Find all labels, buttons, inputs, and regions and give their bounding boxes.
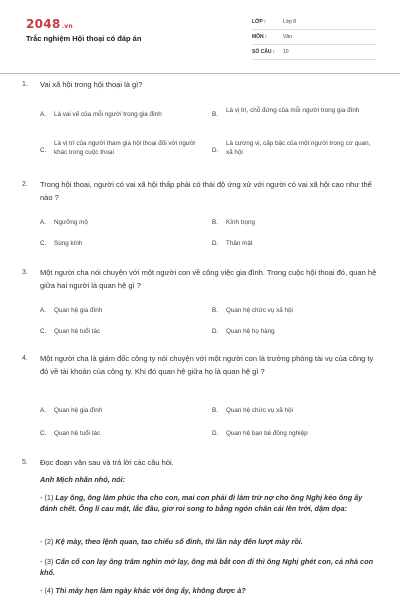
option-text: Quan hệ tuổi tác — [54, 430, 101, 437]
question-text: Đọc đoạn văn sau và trả lời các câu hỏi. — [40, 458, 174, 467]
option-letter: D. — [212, 328, 219, 335]
question-text: Một người cha nói chuyện với một người con về công việc gia đình. Trong cuộc hội thoại đó, quan hệ giữa hai người là quan hệ gì ? — [40, 268, 377, 290]
page-header — [0, 0, 400, 68]
meta-value: 10 — [283, 49, 289, 55]
line-text: Cấn cố con lạy ông trăm nghìn mớ lạy, ông mà bắt con đi thì ông Nghị ghét con, cả nhà con khổ. — [40, 557, 374, 577]
meta-value: Văn — [283, 34, 292, 40]
option-letter: D. — [212, 240, 219, 247]
line-number: - (1) — [40, 493, 54, 502]
passage-line-4 — [40, 585, 378, 596]
option-text: Quan hệ chức vụ xã hội — [226, 307, 293, 314]
option-text: Là vị trí, chỗ đứng của mỗi người trong gia đình — [226, 107, 360, 114]
question-text: Một người cha là giám đốc công ty nói chuyện với một người con là trưởng phòng tài vụ của công ty đó về tài khoản của công ty. Khi đó quan hệ giữa họ là quan hệ gì ? — [40, 354, 374, 376]
question-number: 1. — [22, 81, 28, 88]
option-letter: B. — [212, 307, 218, 314]
option-text: Quan hệ gia đình — [54, 307, 103, 314]
option-letter: C. — [40, 430, 47, 437]
meta-key: SỐ CÂU : — [252, 49, 275, 55]
line-text: Lạy ông, ông làm phúc tha cho con, mai con phải đi làm trừ nợ cho ông Nghị kẻo ông ấy đánh chết. Ông lí cau mặt, lắc đầu, giơ roi song to bằng ngón chân cái lên trời, dậm dọa: — [40, 493, 363, 513]
option-letter: B. — [212, 219, 218, 226]
meta-value: Lớp 8 — [283, 19, 297, 25]
option-text: Quan hệ gia đình — [54, 407, 103, 414]
option-text: Thân mật — [226, 240, 253, 247]
question-number: 5. — [22, 459, 28, 466]
option-letter: C. — [40, 328, 47, 335]
passage-line-2 — [40, 536, 378, 547]
option-text: Quan hệ tuổi tác — [54, 328, 101, 335]
line-number: - (4) — [40, 586, 54, 595]
passage-speaker: Anh Mịch nhăn nhó, nói: — [40, 475, 126, 484]
site-logo[interactable] — [26, 17, 73, 31]
option-letter: D. — [212, 147, 219, 154]
option-letter: A. — [40, 219, 46, 226]
line-number: - (3) — [40, 557, 54, 566]
question-number: 4. — [22, 355, 28, 362]
line-number: - (2) — [40, 537, 54, 546]
question-text: Vai xã hội trong hội thoại là gì? — [40, 80, 143, 89]
option-text: Quan hệ họ hàng — [226, 328, 275, 335]
option-letter: B. — [212, 111, 218, 118]
option-letter: A. — [40, 111, 46, 118]
meta-row-grade — [252, 16, 376, 30]
option-text: Sùng kính — [54, 240, 83, 247]
line-text: Thì mày hẹn làm ngày khác với ông ấy, không được à? — [55, 586, 246, 595]
option-text: Là vai vế của mỗi người trong gia đình — [54, 111, 162, 118]
question-number: 3. — [22, 269, 28, 276]
option-text: Ngưỡng mộ — [54, 219, 88, 226]
meta-row-count — [252, 46, 376, 60]
option-text: Là vị trí của người tham gia hội thoại đối với người khác trong cuộc thoại — [54, 140, 196, 156]
option-letter: A. — [40, 407, 46, 414]
option-letter: C. — [40, 147, 47, 154]
passage-line-1 — [40, 492, 378, 514]
option-text: Là cương vị, cấp bậc của một người trong cơ quan, xã hội — [226, 140, 371, 156]
option-text: Quan hệ bạn bè đồng nghiệp — [226, 430, 308, 437]
logo-text: 2048 — [26, 17, 61, 31]
option-text: Quan hệ chức vụ xã hội — [226, 407, 293, 414]
option-letter: D. — [212, 430, 219, 437]
meta-key: MÔN : — [252, 34, 267, 40]
header-divider — [0, 73, 400, 74]
page-title: Trắc nghiệm Hội thoại có đáp án — [26, 34, 142, 43]
meta-key: LỚP : — [252, 19, 266, 25]
logo-suffix: .vn — [61, 23, 73, 30]
option-text: Kính trọng — [226, 219, 256, 226]
line-text: Kệ mày, theo lệnh quan, tao chiếu sổ đinh, thì lần này đến lượt mày rồi. — [55, 537, 303, 546]
question-number: 2. — [22, 181, 28, 188]
option-letter: C. — [40, 240, 47, 247]
option-letter: A. — [40, 307, 46, 314]
question-text: Trong hội thoại, người có vai xã hội thấp phải có thái độ ứng xử với người có vai xã hội cao như thế nào ? — [40, 180, 372, 202]
option-letter: B. — [212, 407, 218, 414]
passage-line-3 — [40, 556, 378, 578]
meta-row-subject — [252, 31, 376, 45]
